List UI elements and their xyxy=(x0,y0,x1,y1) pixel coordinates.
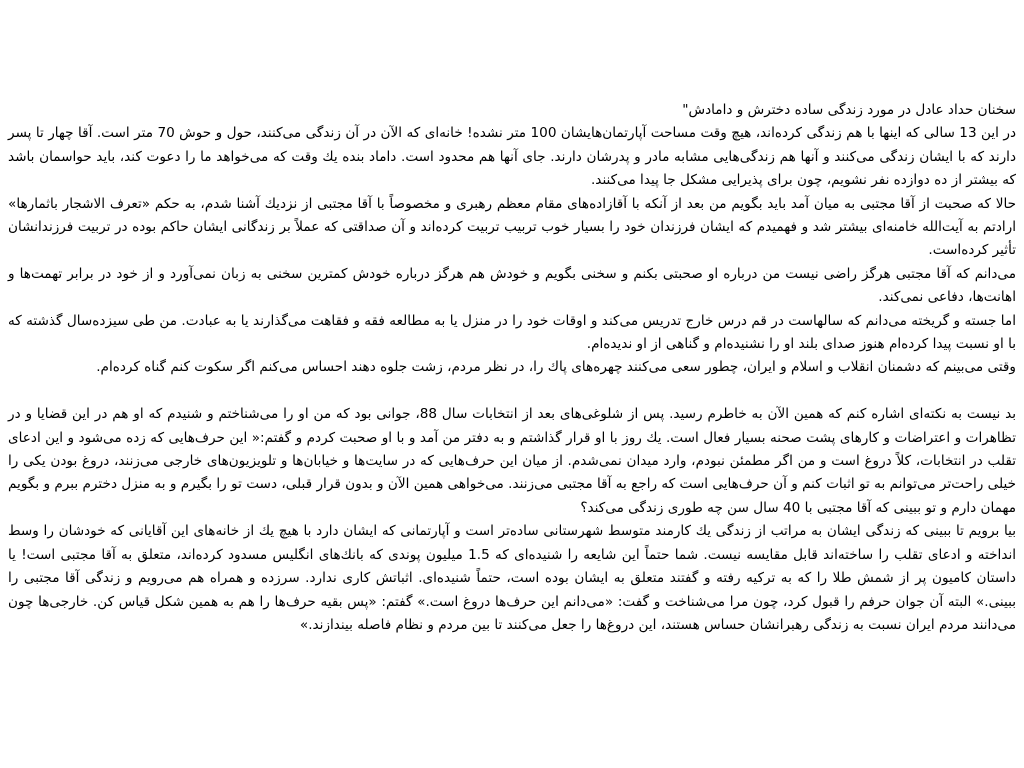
paragraph-2: حالا که صحبت از آقا مجتبی به میان آمد باید بگویم من بعد از آنکه با آقازاده‌های مقام معظم رهبری و مخصوصاً با آقا مجتبی از نزدیك آشنا شدم، به حکم «تعرف الاشجار باثمارها» ارادتم به آیت‌الله خامنه‌ای بیشتر شد و فهمیدم که ایشان فرزندان خود را بسیار خوب تربیب تربیت کرده‌اند و آن صداقتی که عملاً بر زندگانی ایشان حاکم بوده در تربیت فرزندانشان تأثیر کرده‌است. xyxy=(8,195,1016,259)
paragraph-1: در این 13 سالی که اینها با هم زندگی کرده‌اند، هیچ وقت مساحت آپارتمان‌هایشان 100 متر نشده! خانه‌ای که الآن در آن زندگی می‌کنند، حول و حوش 70 متر است. آقا چهار تا پسر دارند که با ایشان زندگی می‌کنند و آنها هم زندگی‌هایی مشابه مادر و پدرشان دارند. جای آنها هم محدود است. داماد بنده یك وقت که می‌خواهد ما را دعوت کند، باید حواسمان باشد که بیشتر از ده دوازده نفر نشویم، چون برای پذیرایی مشکل جا پیدا می‌کنند. xyxy=(8,125,1016,189)
paragraph-7: بیا برویم تا ببینی که زندگی ایشان به مراتب از زندگی یك کارمند متوسط شهرستانی ساده‌تر است و آپارتمانی که ایشان دارد با هیچ یك از خانه‌های این آقایانی که خودشان را وسط انداخته و ادعای تقلب را ساخته‌اند قابل مقایسه نیست. شما حتماً این شایعه را شنیده‌ای که 1.5 میلیون پوندی که بانك‌های انگلیس مسدود کرده‌اند، متعلق به آقا مجتبی است! یا داستان کامیون پر از شمش طلا را که به ترکیه رفته و گفتند متعلق به ایشان بوده است، حتماً شنیده‌ای. اثباتش کاری ندارد. سرزده و همراه هم می‌رویم و زندگی آقا مجتبی را ببینی.» البته آن جوان حرفم را قبول کرد، چون مرا می‌شناخت و گفت: «می‌دانم این حرف‌ها دروغ است.» گفتم: «پس بقیه حرف‌ها را هم به همین شکل قیاس کن. خارجی‌ها چون می‌دانند مردم ایران نسبت به زندگی رهبرانشان حساس هستند، این دروغ‌ها را جعل می‌کنند تا بین مردم و نظام فاصله بیندازند.» xyxy=(8,523,1017,633)
paragraph-3: می‌دانم که آقا مجتبی هرگز راضی نیست من درباره او صحبتی بکنم و سخنی بگویم و خودش هم هرگز درباره خودش کمترین سخنی به زبان نمی‌آورد و از خود در برابر تهمت‌ها و اهانت‌ها، دفاعی نمی‌کند. xyxy=(8,265,1016,306)
document-title: سخنان حداد عادل در مورد زندگی ساده دخترش و دامادش" xyxy=(682,102,1016,118)
paragraph-6: بد نیست به نکته‌ای اشاره کنم که همین الآن به خاطرم رسید. پس از شلوغی‌های بعد از انتخابات سال 88، جوانی بود که من او را می‌شناختم و شنیدم که او هم در این قضایا و در تظاهرات و اعتراضات و کارهای پشت صحنه بسیار فعال است. یك روز با او قرار گذاشتم و به دفتر من آمد و با او صحبت کردم و گفتم:« این حرف‌هایی که زده می‌شود و این ادعای تقلب در انتخابات، کلاً دروغ است و من اگر مطمئن نبودم، وارد میدان نمی‌شدم. از میان این حرف‌هایی که در سایت‌ها و خیابان‌ها و تلویزیون‌های خارجی می‌زنند، دروغ بودن یکی را خیلی راحت‌تر می‌توانم به تو اثبات کنم و آن حرف‌هایی است که راجع به آقا مجتبی می‌زنند. می‌خواهی همین الآن و بدون قرار قبلی، دست تو را بگیرم و به منزل دخترم ببرم و بگویم مهمان دارم و تو ببینی که آقا مجتبی با 40 سال سن چه طوری زندگی می‌کند؟ xyxy=(8,406,1016,516)
paragraph-4: اما جسته و گریخته می‌دانم که سالهاست در قم درس خارج تدریس می‌کند و اوقات خود را در منزل یا به مطالعه فقه و فقاهت می‌گذارند یا به عبادت. من طی سیزده‌سال گذشته که با او نسبت پیدا کرده‌ام هنوز صدای بلند او را نشنیده‌ام و گناهی از او ندیده‌ام. xyxy=(8,312,1016,353)
document-body xyxy=(8,99,1016,637)
paragraph-5: وقتی می‌بینم که دشمنان انقلاب و اسلام و ایران، چطور سعی می‌کنند چهره‌های پاك را، در نظر مردم، زشت جلوه دهند احساس می‌کنم اگر سکوت کنم گناه کرده‌ام. xyxy=(96,359,1016,376)
